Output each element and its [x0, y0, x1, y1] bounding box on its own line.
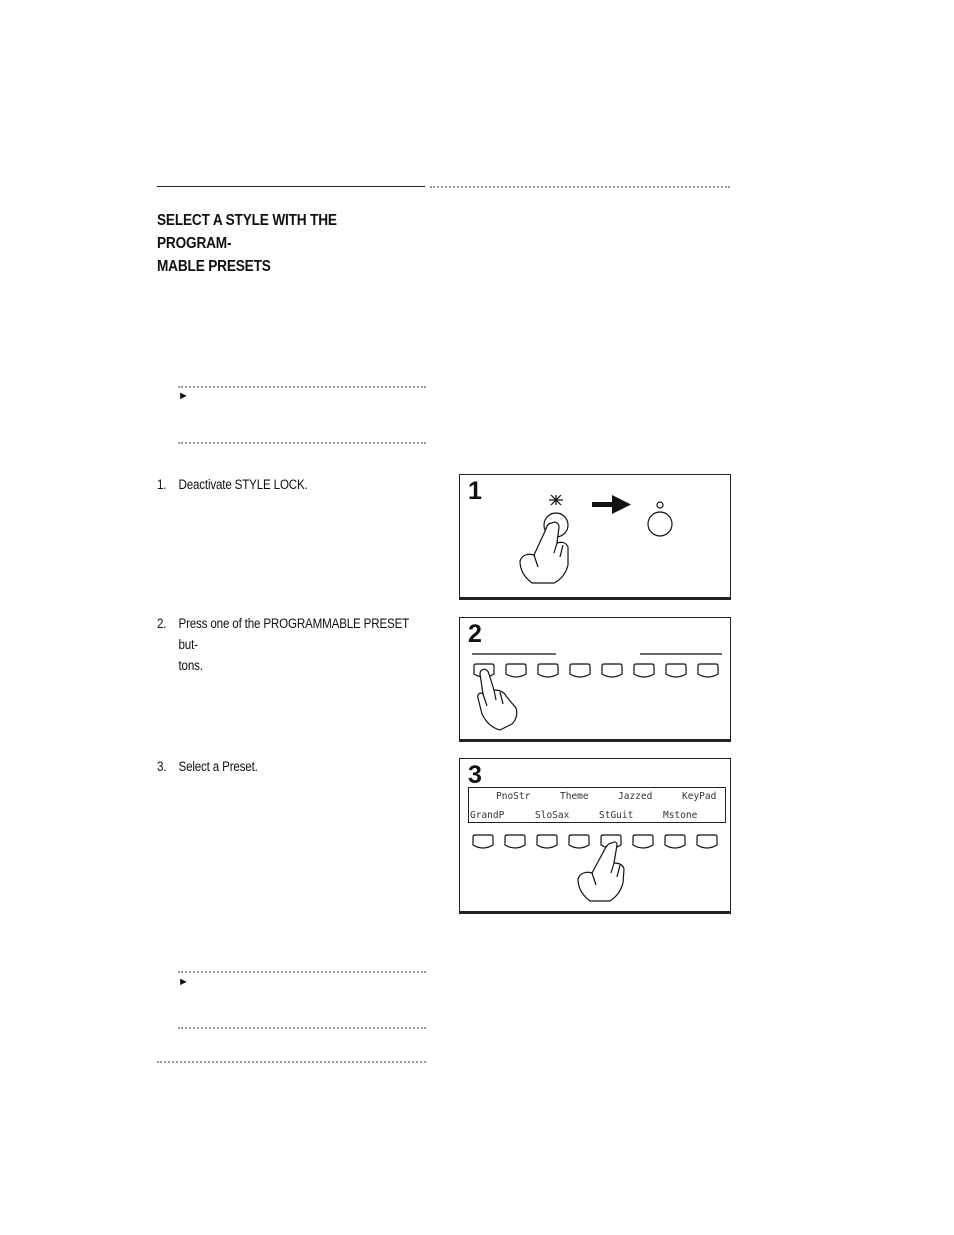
- note-bottom-dotted-rule: [178, 442, 426, 444]
- preset-button-4: [569, 835, 589, 848]
- illustration-panel-3: [459, 758, 731, 914]
- lcd-bottom-preset-3: StGuit: [599, 810, 634, 821]
- step-text: Deactivate STYLE LOCK.: [178, 477, 308, 492]
- note-2-marker-icon: ►: [178, 976, 189, 988]
- panel-number: 1: [468, 477, 482, 505]
- illustration-panel-1: [459, 474, 731, 600]
- pointing-hand-icon: [578, 842, 624, 901]
- section-end-dotted-rule: [157, 1061, 426, 1063]
- preset-button-2: [506, 664, 526, 677]
- note-2-top-dotted-rule: [178, 971, 426, 973]
- step-3: [157, 756, 419, 777]
- step-number: 2.: [157, 616, 167, 631]
- heading-line-2: MABLE PRESETS: [157, 258, 271, 275]
- header-dotted-rule: [430, 186, 730, 188]
- lcd-bottom-preset-2: SloSax: [535, 810, 570, 821]
- preset-button-2: [505, 835, 525, 848]
- preset-button-7: [665, 835, 685, 848]
- preset-button-3: [537, 835, 557, 848]
- step-number: 3.: [157, 759, 167, 774]
- preset-button-row: [473, 835, 717, 848]
- panel-2-drawing: [460, 618, 732, 741]
- step-2: [157, 613, 419, 676]
- step-1: [157, 474, 419, 495]
- preset-button-4: [570, 664, 590, 677]
- pointing-hand-icon: [478, 669, 517, 730]
- preset-button-6: [634, 664, 654, 677]
- lcd-bottom-preset-4: Mstone: [663, 810, 698, 821]
- header-rule: [157, 186, 425, 187]
- lcd-top-preset-2: Theme: [560, 791, 589, 802]
- preset-button-8: [697, 835, 717, 848]
- lcd-display: [468, 787, 726, 823]
- panel-number: 2: [468, 620, 482, 648]
- panel-3-drawing: [460, 759, 732, 913]
- step-number: 1.: [157, 477, 167, 492]
- panel-number: 3: [468, 761, 482, 789]
- unlit-button-icon: [648, 502, 672, 536]
- preset-button-6: [633, 835, 653, 848]
- preset-button-row: [474, 664, 718, 677]
- lcd-top-preset-4: KeyPad: [682, 791, 717, 802]
- section-heading: [157, 209, 399, 278]
- panel-1-drawing: [460, 475, 732, 599]
- preset-button-1: [473, 835, 493, 848]
- preset-button-7: [666, 664, 686, 677]
- preset-button-8: [698, 664, 718, 677]
- preset-button-5: [602, 664, 622, 677]
- step-text-line-2: tons.: [178, 658, 203, 673]
- arrow-right-icon: [592, 495, 631, 514]
- illustration-panel-2: [459, 617, 731, 742]
- step-text-line-1: Press one of the PROGRAMMABLE PRESET but-: [178, 616, 409, 652]
- step-text: Select a Preset.: [178, 759, 258, 774]
- note-marker-icon: ►: [178, 390, 189, 402]
- note-top-dotted-rule: [178, 386, 426, 388]
- lcd-top-preset-3: Jazzed: [618, 791, 653, 802]
- note-2-bottom-dotted-rule: [178, 1027, 426, 1029]
- heading-line-1: SELECT A STYLE WITH THE PROGRAM-: [157, 212, 337, 252]
- lcd-bottom-preset-1: GrandP: [470, 810, 505, 821]
- lcd-top-preset-1: PnoStr: [496, 791, 531, 802]
- preset-button-3: [538, 664, 558, 677]
